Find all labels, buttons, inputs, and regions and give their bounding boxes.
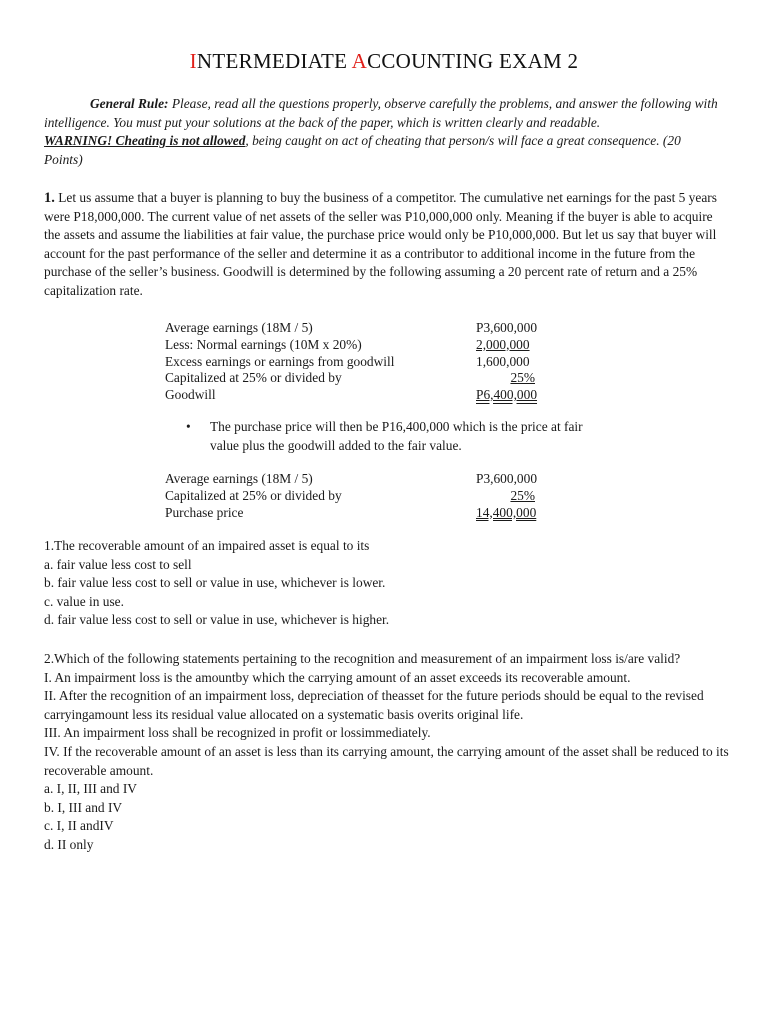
purchase-price-calculation bbox=[165, 471, 545, 521]
calc-value: 25% bbox=[510, 487, 535, 503]
page-title bbox=[0, 49, 768, 74]
calc-label: Capitalized at 25% or divided by bbox=[165, 487, 342, 503]
mc2-statement: I. An impairment loss is the amountby which the carrying amount of an asset exceeds its recoverable amount. bbox=[44, 669, 631, 685]
title-part-1: NTERMEDIATE bbox=[196, 49, 352, 73]
mc1-option: c. value in use. bbox=[44, 593, 124, 609]
calc-row bbox=[165, 320, 545, 337]
title-initial-a: A bbox=[351, 49, 368, 73]
calc-row bbox=[165, 387, 545, 404]
calc-label: Excess earnings or earnings from goodwill bbox=[165, 353, 395, 369]
mc2-statement: IV. If the recoverable amount of an asset is less than its carrying amount, the carrying amount of the asset shall be reduced to its recoverable amount. bbox=[44, 743, 729, 778]
bullet-text: The purchase price will then be P16,400,000 which is the price at fair value plus the goodwill added to the fair value. bbox=[210, 419, 583, 453]
mc1-option: a. fair value less cost to sell bbox=[44, 556, 192, 572]
question-1-text: Let us assume that a buyer is planning to buy the business of a competitor. The cumulative net earnings for the past 5 years were P18,000,000. The current value of net assets of the seller was P10,000,000 only. Meaning if the buyer is able to acquire the assets and assume the liabilities at fair value, the purchase price would only be P10,000,000. But let us say that buyer will account for the past performance of the seller and determine it as a contributor to additional income in the future from the purchase of the seller’s business. Goodwill is determined by the following assuming a 20 percent rate of return and a 25% capitalization rate. bbox=[44, 190, 717, 298]
goodwill-calculation bbox=[165, 320, 545, 404]
bullet-icon: • bbox=[186, 419, 191, 434]
mc2-option: a. I, II, III and IV bbox=[44, 781, 137, 797]
calc-value: 14,400,000 bbox=[476, 504, 537, 520]
mc1-option: d. fair value less cost to sell or value in use, whichever is higher. bbox=[44, 612, 390, 628]
calc-label: Capitalized at 25% or divided by bbox=[165, 370, 342, 386]
calc-value: 2,000,000 bbox=[476, 336, 530, 352]
multiple-choice-1 bbox=[44, 537, 734, 630]
mc2-option: b. I, III and IV bbox=[44, 799, 123, 815]
calc-row bbox=[165, 488, 545, 505]
calc-value: P3,600,000 bbox=[476, 320, 538, 335]
calc-value: 1,600,000 bbox=[476, 353, 530, 369]
mc2-option: d. II only bbox=[44, 836, 94, 852]
question-1 bbox=[44, 189, 724, 300]
general-rule bbox=[44, 95, 722, 169]
title-part-2: CCOUNTING EXAM 2 bbox=[367, 49, 579, 73]
calc-label: Less: Normal earnings (10M x 20%) bbox=[165, 336, 362, 352]
calc-row bbox=[165, 354, 545, 371]
mc1-option: b. fair value less cost to sell or value in use, whichever is lower. bbox=[44, 575, 386, 591]
warning-label: WARNING! Cheating is not allowed bbox=[44, 133, 246, 149]
calc-value: P6,400,000 bbox=[476, 387, 538, 403]
general-rule-text: Please, read all the questions properly, observe carefully the problems, and answer the following with intelligence. You must put your solutions at the back of the paper, which is written clearly and readable. bbox=[44, 96, 718, 130]
calc-row bbox=[165, 337, 545, 354]
question-1-number: 1. bbox=[44, 190, 55, 206]
calc-row bbox=[165, 505, 545, 522]
calc-row bbox=[165, 471, 545, 488]
warning-text: , being caught on act of cheating that person/s will face a great consequence. (20 Points) bbox=[44, 133, 681, 167]
calc-label: Average earnings (18M / 5) bbox=[165, 471, 313, 486]
calc-label: Average earnings (18M / 5) bbox=[165, 320, 313, 335]
calc-value: 25% bbox=[510, 370, 535, 386]
mc2-option: c. I, II andIV bbox=[44, 818, 114, 834]
title-initial-i: I bbox=[189, 49, 197, 73]
calc-label: Purchase price bbox=[165, 504, 244, 520]
general-rule-label: General Rule: bbox=[90, 96, 169, 111]
mc2-statement: II. After the recognition of an impairment loss, depreciation of theasset for the future periods should be equal to the revised carryingamount less its residual value allocated on a systematic basis overits original life. bbox=[44, 688, 704, 722]
mc2-question: 2.Which of the following statements pertaining to the recognition and measurement of an impairment loss is/are valid? bbox=[44, 651, 681, 666]
mc2-statement: III. An impairment loss shall be recognized in profit or lossimmediately. bbox=[44, 725, 431, 741]
calc-label: Goodwill bbox=[165, 387, 216, 403]
mc1-question: 1.The recoverable amount of an impaired asset is equal to its bbox=[44, 538, 370, 553]
calc-value: P3,600,000 bbox=[476, 471, 538, 486]
multiple-choice-2 bbox=[44, 650, 734, 855]
calc-row bbox=[165, 370, 545, 387]
